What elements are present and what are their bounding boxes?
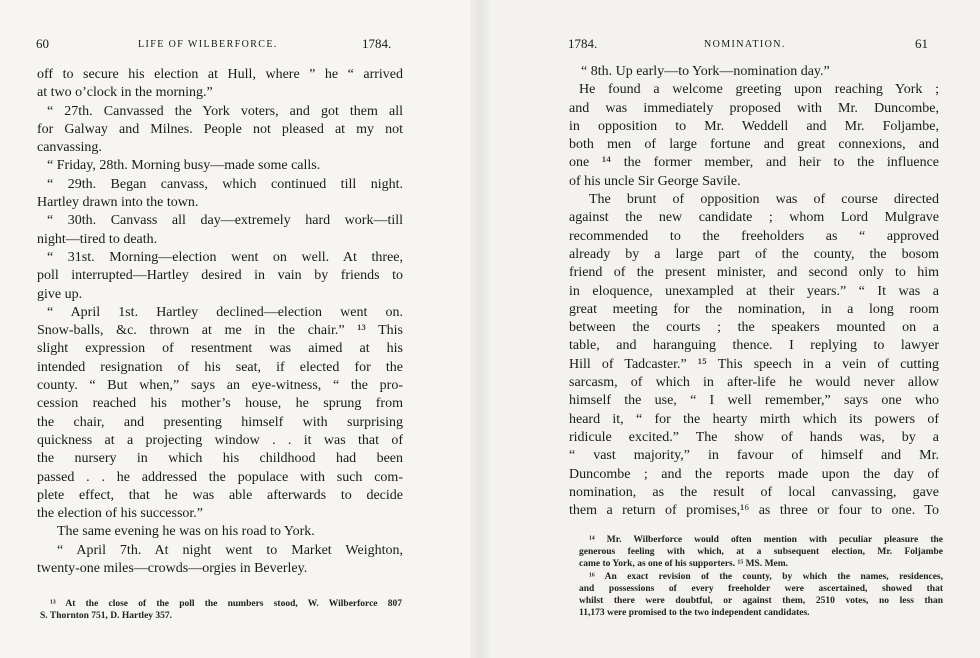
- text-line: heard it, “ for the hearty mirth which its powers of: [569, 411, 939, 427]
- text-line: the chair, and presenting himself with surprising: [37, 414, 403, 430]
- text-line: Hartley drawn into the town.: [37, 195, 199, 211]
- left-body-text: [37, 66, 403, 578]
- right-footnotes: [579, 534, 943, 619]
- text-line: county. “ But when,” says an eye-witness, “ the pro-: [37, 378, 403, 394]
- text-line: off to secure his election at Hull, where ” he “ arrived: [37, 67, 403, 82]
- text-line: Duncombe ; and the reports made upon the day of: [569, 466, 939, 482]
- text-line: Hill of Tadcaster.” ¹⁵ This speech in a vein of cutting: [569, 356, 939, 372]
- text-line: intended resignation of his seat, if elected for the: [37, 359, 403, 375]
- text-line: the election of his successor.”: [37, 506, 204, 522]
- text-line: slight expression of resentment was aimed at his: [37, 341, 403, 357]
- text-line: the nursery in which his childhood had been: [37, 451, 403, 467]
- text-line: both men of large fortune and great connexions, and: [569, 137, 939, 153]
- right-page: [490, 0, 980, 658]
- text-line: them a return of promises,¹⁶ as three or four to one. To: [569, 503, 939, 519]
- text-line: at two o’clock in the morning.”: [37, 85, 213, 101]
- text-line: “ 30th. Canvass all day—extremely hard work—till: [47, 213, 403, 229]
- text-line: passed . . he addressed the populace with such com-: [37, 469, 403, 485]
- text-line: Snow-balls, &c. thrown at me in the chair.” ¹³ This: [37, 323, 403, 339]
- text-line: “ 31st. Morning—election went on well. At three,: [47, 249, 403, 265]
- text-line: The brunt of opposition was of course directed: [589, 192, 939, 208]
- text-line: “ April 7th. At night went to Market Weighton,: [57, 542, 403, 558]
- text-line: “ 29th. Began canvass, which continued till night.: [47, 176, 403, 192]
- text-line: canvassing.: [37, 140, 102, 156]
- text-line: between the courts ; the speakers mounted on a: [569, 320, 939, 336]
- text-line: friend of the present minister, and second only to him: [569, 265, 939, 281]
- text-line: quickness at a projecting window . . it was that of: [37, 432, 403, 448]
- text-line: “ Friday, 28th. Morning busy—made some calls.: [47, 158, 321, 174]
- text-line: give up.: [37, 286, 83, 302]
- text-line: 11,173 were promised to the two independent candidates.: [579, 608, 810, 619]
- text-line: He found a welcome greeting upon reaching York ;: [579, 82, 939, 98]
- text-line: and was immediately proposed with Mr. Duncombe,: [569, 100, 939, 116]
- text-line: The same evening he was on his road to York.: [57, 524, 315, 540]
- text-line: ridicule excited.” The show of hands was, by a: [569, 429, 939, 445]
- left-page-number: 60: [36, 36, 49, 51]
- text-line: generous feeling with which, at a subsequent election, Mr. Foljambe: [579, 547, 943, 558]
- text-line: night—tired to death.: [37, 231, 158, 247]
- left-page: [0, 0, 470, 658]
- text-line: one ¹⁴ the former member, and heir to the influence: [569, 155, 939, 171]
- text-line: cession reached his mother’s house, he sprung from: [37, 396, 403, 412]
- text-line: already by a large part of the county, the bosom: [569, 246, 939, 262]
- text-line: “ 27th. Canvassed the York voters, and got them all: [47, 103, 403, 119]
- text-line: recommended to the freeholders as “ approved: [569, 228, 939, 244]
- text-line: “ April 1st. Hartley declined—election went on.: [47, 304, 403, 320]
- text-line: and possessions of every freeholder were ascertained, showed that: [579, 583, 943, 594]
- book-gutter: [470, 0, 490, 658]
- left-footnotes: [40, 598, 402, 622]
- right-year: 1784.: [568, 36, 598, 51]
- text-line: table, and haranguing thence. I replying to lawyer: [569, 338, 939, 354]
- right-running-head: NOMINATION.: [704, 39, 786, 50]
- text-line: of his uncle Sir George Savile.: [569, 173, 741, 189]
- text-line: poll interrupted—Hartley desired in vain by friends to: [37, 268, 403, 284]
- text-line: nomination, as the result of local canvassing, gave: [569, 484, 939, 500]
- text-line: plete effect, that he was able afterwards to decide: [37, 487, 403, 503]
- text-line: twenty-one miles—crowds—orgies in Beverley.: [37, 561, 308, 577]
- text-line: in opposition to Mr. Weddell and Mr. Foljambe,: [569, 118, 939, 134]
- text-line: himself the use, “ I well remember,” says one who: [569, 393, 939, 409]
- text-line: came to York, as one of his supporters. ¹⁵ MS. Mem.: [579, 559, 789, 570]
- left-running-head: LIFE OF WILBERFORCE.: [138, 39, 278, 50]
- text-line: whilst there were doubtful, or against them, 2510 votes, no less than: [579, 595, 943, 606]
- right-body-text: [569, 63, 939, 520]
- text-line: “ vast majority,” in favour of himself and Mr.: [569, 448, 939, 464]
- text-line: ¹⁴ Mr. Wilberforce would often mention with peculiar pleasure the: [589, 535, 943, 545]
- left-year: 1784.: [362, 36, 392, 51]
- text-line: “ 8th. Up early—to York—nomination day.”: [581, 64, 830, 79]
- text-line: sarcasm, of which in after-life he would never allow: [569, 375, 939, 391]
- text-line: ¹⁶ An exact revision of the county, by which the names, residences,: [589, 571, 943, 582]
- text-line: S. Thornton 751, D. Hartley 357.: [40, 611, 173, 622]
- text-line: in eloquence, unexampled at their years.” “ It was a: [569, 283, 939, 299]
- right-page-number: 61: [915, 36, 928, 51]
- text-line: for Galway and Milnes. People not pleased at my not: [37, 121, 403, 137]
- text-line: ¹³ At the close of the poll the numbers stood, W. Wilberforce 807: [50, 599, 402, 609]
- text-line: against the new candidate ; whom Lord Mulgrave: [569, 210, 939, 226]
- text-line: great meeting for the nomination, in a long room: [569, 301, 939, 317]
